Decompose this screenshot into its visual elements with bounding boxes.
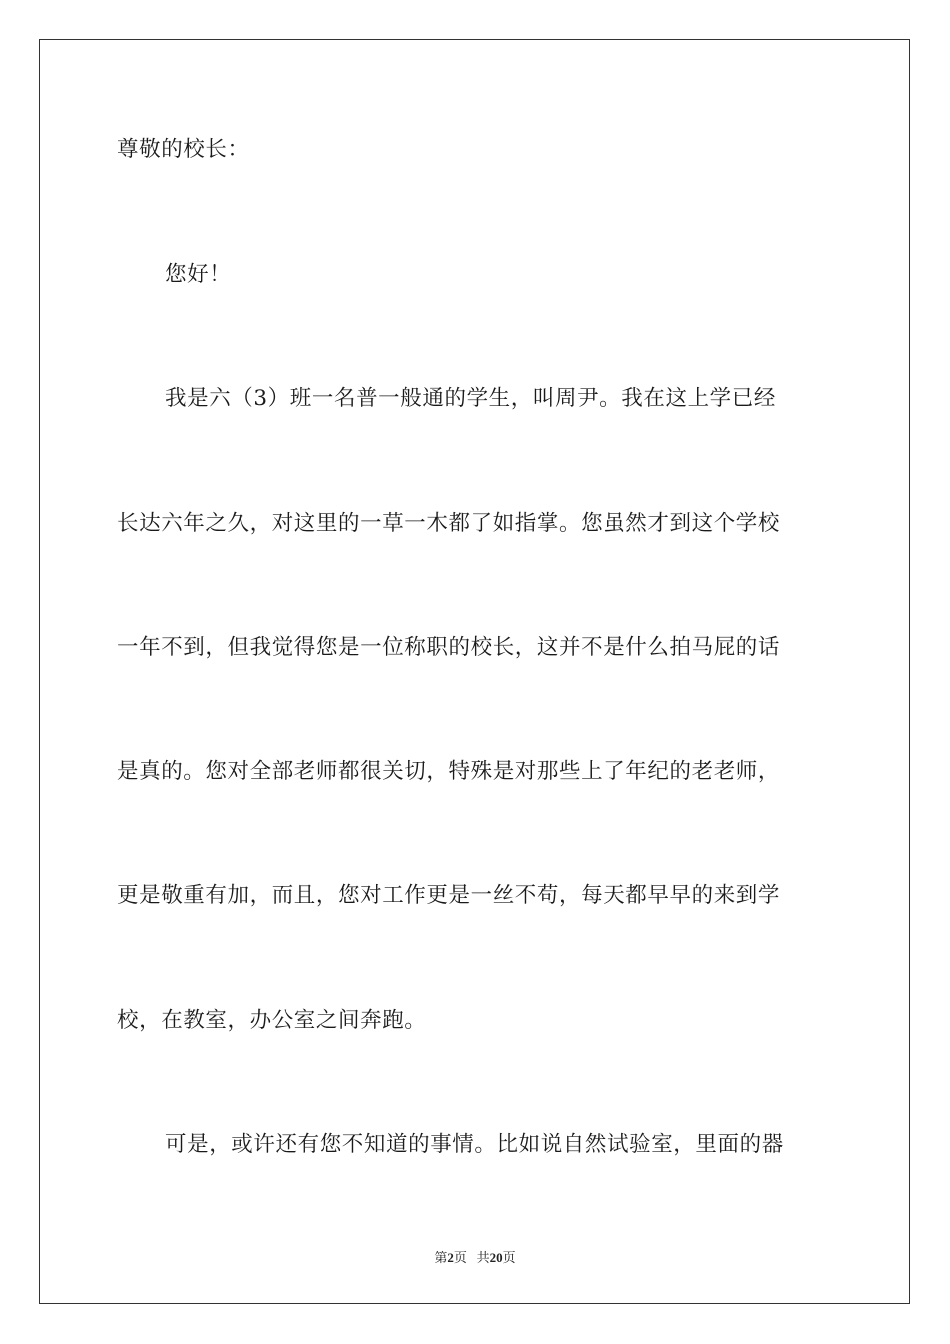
page-suffix: 页 [453, 1250, 467, 1265]
total-suffix: 页 [502, 1250, 516, 1265]
greeting: 您好！ [165, 262, 232, 287]
page-prefix: 第 [434, 1250, 448, 1265]
total-prefix: 共 [476, 1250, 490, 1265]
page-frame [39, 39, 910, 1304]
page-number: 2 [447, 1250, 454, 1265]
paragraph-line: 是真的。您对全部老师都很关切，特殊是对那些上了年纪的老老师， [117, 759, 781, 784]
salutation: 尊敬的校长： [117, 137, 250, 162]
page-footer [0, 1247, 950, 1266]
paragraph-line: 一年不到，但我觉得您是一位称职的校长，这并不是什么拍马屁的话 [117, 635, 781, 660]
paragraph-line: 可是，或许还有您不知道的事情。比如说自然试验室，里面的器 [165, 1132, 784, 1157]
paragraph-line: 我是六（3）班一名普一般通的学生，叫周尹。我在这上学已经 [165, 386, 776, 411]
paragraph-line: 更是敬重有加，而且，您对工作更是一丝不苟，每天都早早的来到学 [117, 883, 781, 908]
paragraph-line: 长达六年之久，对这里的一草一木都了如指掌。您虽然才到这个学校 [117, 511, 781, 536]
paragraph-line: 校，在教室，办公室之间奔跑。 [117, 1008, 427, 1033]
total-pages: 20 [489, 1250, 503, 1265]
